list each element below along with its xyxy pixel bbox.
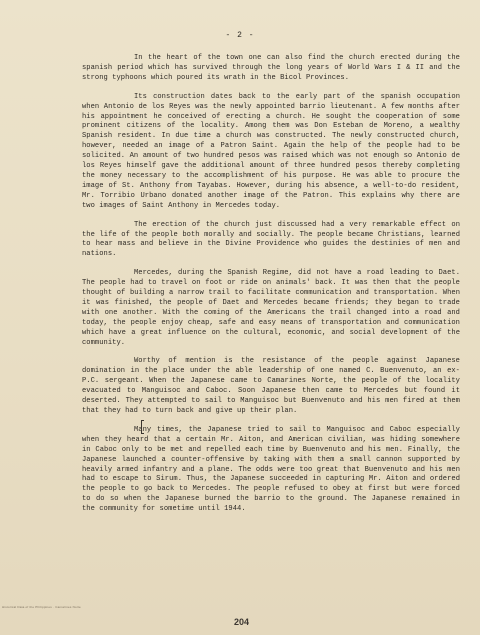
- margin-note: Historical Data of the Philippines · Camarines Norte: [2, 605, 81, 609]
- paragraph-5: Worthy of mention is the resistance of the people against Japanese domination in the place under the able leadership of one named C. Buenvenuto, an ex-P.C. sergeant. When the Japanese came to Camarines Norte, the people of the locality evacuated to Manguisoc and Caboc. Soon Japanese then came to Mercedes but found it deserted. They attempted to sail to Manguisoc but Buenvenuto and his men fired at them that they had to turn back and give up their plan.: [82, 357, 460, 415]
- page-number: - 2 -: [225, 31, 255, 40]
- paragraph-4: Mercedes, during the Spanish Regime, did not have a road leading to Daet. The people had to travel on foot or ride on animals' back. It was then that the people thought of building a narrow trail to facilitate communication and transportation. When it was finished, the people of Daet and Mercedes became friends; they began to trade with one another. With the coming of the Americans the trail changed into a road and today, the people enjoy cheap, safe and easy means of transportation and communication which have a great influence on the cultural, economic, and social development of the community.: [82, 269, 460, 347]
- paragraph-6: Many times, the Japanese tried to sail to Manguisoc and Caboc especially when they heard that a certain Mr. Aiton, and American civilian, was hiding somewhere in Caboc only to be met and repelled each time by Buenvenuto and his men. Finally, the Japanese launched a counter-offensive by taking with them a small cannon supported by heavily armed infantry and a plane. The odds were too great that Buenvenuto and his men had to escape to Sirum. Thus, the Japanese succeeded in capturing Mr. Aiton and ordered the people to go back to Mercedes. The people refused to obey at first but were forced to do so when the Japanese burned the barrio to the ground. The Japanese remained in the community for sometime until 1944.: [82, 425, 460, 514]
- paragraph-1: In the heart of the town one can also find the church erected during the spanish period which has survived through the long years of World Wars I & II and the strong typhoons which poured its wrath in the Bicol Provinces.: [82, 54, 460, 82]
- folio-number: 204: [234, 617, 250, 627]
- document-body: [82, 54, 460, 524]
- paragraph-2: Its construction dates back to the early part of the spanish occupation when Antonio de los Reyes was the newly appointed barrio lieutenant. A few months after his appointment he conceived of erecting a church. He sought the cooperation of some prominent citizens of the locality. Among them was Don Esteban de Moreno, a wealthy Spanish resident. In due time a church was constructed. The newly constructed church, however, needed an image of a Patron Saint. Again the help of the people had to be solicited. An amount of two hundred pesos was raised which was not enough so Antonio de los Reyes himself gave the additional amount of three hundred pesos thereby completing the money necessary to the accomplishment of his purpose. He was able to procure the image of St. Anthony from Tayabas. However, during his absence, a well-to-do resident, Mr. Torribio Urbano donated another image of the Patron. This explains why there are two images of Saint Anthony in Mercedes today.: [82, 92, 460, 210]
- handwritten-bracket-mark: [141, 420, 144, 434]
- paragraph-3: The erection of the church just discussed had a very remarkable effect on the life of the people both morally and socially. The people became Christians, learned to hear mass and believe in the Divine Providence who guides the destinies of men and nations.: [82, 220, 460, 259]
